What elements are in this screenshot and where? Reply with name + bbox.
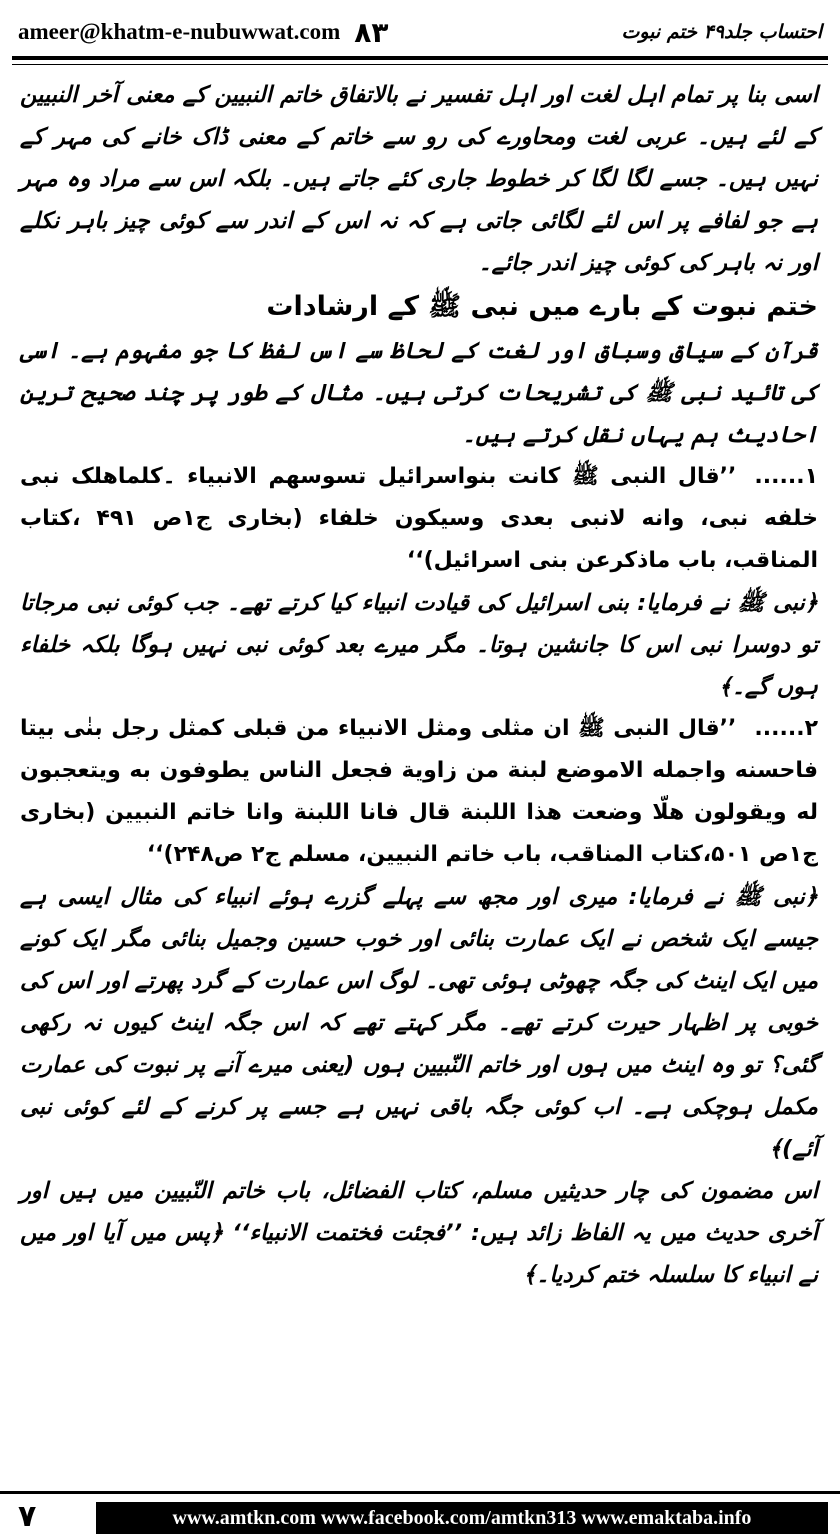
header-rule-thin (12, 64, 828, 65)
hadith-1-arabic (20, 456, 818, 582)
hadith-2-translation: ﴿نبی ﷺ نے فرمایا: میری اور مجھ سے پہلے گزرے ہوئے انبیاء کی مثال ایسی ہے جیسے ایک شخص نے ایک عمارت بنائی اور خوب حسین وجمیل بنائی مگر ایک کونے میں ایک اینٹ کی جگہ چھوٹی ہوئی تھی۔ لوگ اس عمارت کے گرد پھرتے اور اس کی خوبی پر اظہار حیرت کرتے تھے۔ مگر کہتے تھے کہ اس جگہ اینٹ کیوں نہ رکھی گئی؟ تو وہ اینٹ میں ہوں اور خاتم النّبیین ہوں (یعنی میرے آنے پر نبوت کی عمارت مکمل ہوچکی ہے۔ اب کوئی جگہ باقی نہیں ہے جسے پر کرنے کے لئے کوئی نبی آئے)﴾ (19, 884, 818, 1162)
intro-paragraph: اسی بنا پر تمام اہل لغت اور اہل تفسیر نے بالاتفاق خاتم النبیین کے معنی آخر النبیین کے لئے ہیں۔ عربی لغت ومحاورے کی رو سے خاتم کے معنی ڈاک خانے کی مہر کے نہیں ہیں۔ جسے لگا لگا کر خطوط جاری کئے جاتے ہیں۔ بلکہ اس سے مراد وہ مہر ہے جو لفافے پر اس لئے لگائی جاتی ہے کہ نہ اس کے اندر سے کوئی چیز باہر نکلے اور نہ باہر کی کوئی چیز اندر جائے۔ (20, 82, 818, 276)
header-left (18, 16, 388, 49)
page-header (18, 10, 822, 54)
closing-paragraph: اس مضمون کی چار حدیثیں مسلم، کتاب الفضائل، باب خاتم النّبیین میں ہیں اور آخری حدیث میں یہ الفاظ زائد ہیں: ’’فجئت فختمت الانبیاء‘‘ ﴿پس میں آیا اور میں نے انبیاء کا سلسلہ ختم کردیا۔﴾ (20, 1178, 818, 1288)
hadith-1-number: ۱...... (754, 464, 818, 489)
footer-page-mark: ۷ (18, 1499, 37, 1534)
section-intro-paragraph: قرآن کے سیاق وسباق اور لغت کے لحاظ سے اس لفظ کا جو مفہوم ہے۔ اسی کی تائید نبی ﷺ کی تشریحات کرتی ہیں۔ مثال کے طور پر چند صحیح ترین احادیث ہم یہاں نقل کرتے ہیں۔ (20, 338, 818, 448)
book-title: احتساب جلد۴۹ ختم نبوت (621, 21, 822, 43)
section-heading: ختم نبوت کے بارے میں نبی ﷺ کے ارشادات (266, 291, 818, 322)
page-content (20, 74, 818, 1296)
hadith-2-arabic-text: ’’قال النبی ﷺ ان مثلی ومثل الانبیاء من قبلی کمثل رجل بنٰی بیتا فاحسنه واجمله الاموضع لبنة من زاویة فجعل الناس یطوفون به ویتعجبون له ویقولون هلّا وضعت هذا اللبنة قال فانا اللبنة وانا خاتم النبیین (بخاری ج۱ص ۵۰۱،کتاب المناقب، باب خاتم النبیین، مسلم ج۲ ص۲۴۸)‘‘ (20, 716, 818, 867)
hadith-1-translation: ﴿نبی ﷺ نے فرمایا: بنی اسرائیل کی قیادت انبیاء کیا کرتے تھے۔ جب کوئی نبی مرجاتا تو دوسرا نبی اس کا جانشین ہوتا۔ مگر میرے بعد کوئی نبی نہیں ہوگا بلکہ خلفاء ہوں گے۔﴾ (20, 590, 818, 700)
hadith-1-arabic-text: ’’قال النبی ﷺ کانت بنواسرائیل تسوسھم الانبیاء ۔کلماھلک نبی خلفه نبی، وانه لانبی بعدی وسیکون خلفاء (بخاری ج۱ص ۴۹۱ ،کتاب المناقب، باب ماذکرعن بنی اسرائیل)‘‘ (20, 464, 818, 573)
header-email: ameer@khatm-e-nubuwwat.com (18, 19, 341, 44)
header-rule-thick (12, 56, 828, 60)
hadith-2-arabic (20, 708, 818, 876)
page-footer (0, 1491, 840, 1540)
hadith-2-number: ۲...... (754, 716, 818, 741)
page-number: ۸۳ (354, 15, 389, 49)
footer-links[interactable]: www.amtkn.com www.facebook.com/amtkn313 www.emaktaba.info (96, 1502, 828, 1534)
